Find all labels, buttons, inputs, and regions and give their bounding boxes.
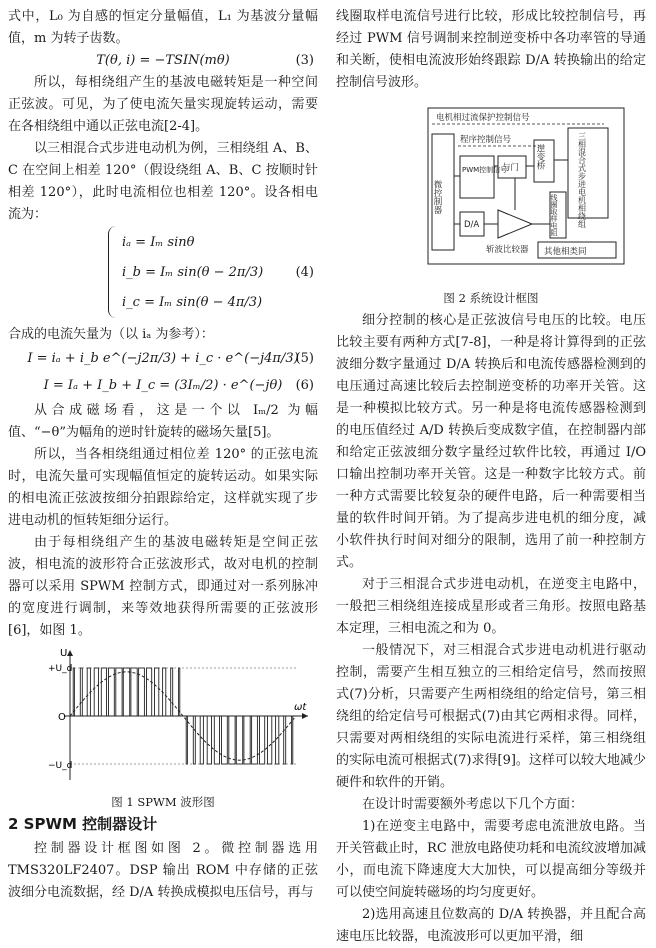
motor-label: 三相混合式步进电机相绕组 (577, 132, 587, 228)
spwm-pulse (284, 716, 286, 764)
outer-frame (428, 108, 624, 264)
sample-label: 线圈取样电阻 (550, 194, 558, 236)
spwm-pulse (207, 716, 211, 764)
pwm-block (460, 156, 494, 198)
pwm-label: PWM控制信号 (462, 166, 508, 174)
spwm-pulse (292, 716, 293, 764)
spwm-pulse (101, 668, 106, 716)
motor-block (568, 128, 608, 218)
protect-label: 电机相过流保护控制信号 (436, 113, 530, 123)
spwm-pulse (116, 668, 122, 716)
equation-number: (5) (295, 351, 314, 366)
paragraph: 从合成磁场看，这是一个以 Iₘ/2 为幅值、“−θ”为幅角的逆时针旋转的磁场矢量[5]。 (8, 403, 318, 440)
spwm-pulse (73, 668, 74, 716)
spwm-pulse (268, 716, 272, 764)
paragraph: 2)选用高速且位数高的 D/A 转换器，并且配合高速电压比较器，电流波形可以更加平滑，细 (336, 907, 646, 944)
y-axis-arrow (67, 650, 73, 656)
paragraph: 对于三相混合式步进电动机，在逆变主电路中，一般把三相绕组连接成星形或者三角形。按照电路基本定理，三相电流之和为 0。 (336, 577, 646, 636)
spwm-pulse (276, 716, 279, 764)
spwm-pulse (229, 716, 235, 764)
spwm-pulse (179, 668, 180, 716)
paragraph: 1)在逆变主电路中，需要考虑电流泄放电路。当开关管截止时，RC 泄放电路使功耗和电流纹波增加减小，而电流下降速度大大加快，可以提高细分等级并可以使空间旋转磁场的均匀度更好。 (336, 819, 646, 900)
right-column (336, 6, 646, 948)
spwm-waveform-figure (8, 646, 318, 786)
spwm-pulse (94, 668, 98, 716)
paragraph: 式中，L₀ 为自感的恒定分量幅值，L₁ 为基波分量幅值，m 为转子齿数。 (8, 9, 318, 46)
equation-line-c: i_c = Iₘ sin(θ − 4π/3) (122, 295, 263, 310)
spwm-pulse (193, 716, 195, 764)
spwm-pulse (123, 668, 129, 716)
mcu-label: 微控制器 (432, 180, 442, 214)
spwm-pulse (214, 716, 219, 764)
spwm-pulse (80, 668, 82, 716)
label-ud-neg: −U_d (48, 761, 73, 771)
paragraph: 细分控制的核心是正弦波信号电压的比较。电压比较主要有两种方式[7-8]，一种是将计算得到的正弦波细分数字量通过 D/A 转换后和电流传感器检测到的电压通过高速比较后去控制逆变桥的功率开关管。这是一种模拟比较方式。另一种是将电流传感器检测到的电压值经过 A/D 转换后变成数字值，在控制器内部和给定正弦波细分数字量经过软件比较，再通过 I/O 口输出控制功率开关管。这是一种数字比较方式。前一种方式需要比较复杂的硬件电路，后一种需要相当量的软件时间开销。为了提高步进电机的细分度，减小软件执行时间对细分的限制，选用了前一种控制方式。 (336, 313, 646, 570)
equation-number: (6) (295, 378, 314, 393)
left-column (8, 6, 318, 904)
system-block-diagram (336, 100, 646, 282)
inverter-label: 逆变桥 (535, 144, 545, 170)
equation-number: (4) (295, 265, 314, 280)
equation-expr: T(θ, i) = −TSIN(mθ) (96, 53, 230, 68)
paragraph: 所以，每相绕组产生的基波电磁转矩是一种空间正弦波。可见，为了使电流矢量实现旋转运动，需要在各相绕组中通以正弦电流[2-4]。 (8, 75, 318, 134)
paragraph: 控制器设计框图如图 2。微控制器选用 TMS320LF2407。DSP 输出 ROM 中存储的正弦波细分电流数据，经 D/A 转换成模拟电压信号，再与 (8, 841, 318, 900)
program-label: 程序控制信号 (460, 135, 512, 145)
spwm-pulse (260, 716, 265, 764)
comparator-symbol (498, 210, 532, 238)
spwm-pulse (236, 716, 242, 764)
equation-3 (8, 50, 318, 72)
figure-2 (336, 100, 646, 306)
equation-line-b: i_b = Iₘ sin(θ − 2π/3) (122, 265, 264, 280)
spwm-pulse (147, 668, 152, 716)
spwm-pulse (244, 716, 250, 764)
equation-line-a: iₐ = Iₘ sinθ (122, 235, 195, 250)
equation-brace (108, 226, 119, 318)
equation-number: (3) (295, 53, 314, 68)
other-label: 其他相类同 (544, 247, 587, 257)
paragraph: 合成的电流矢量为（以 iₐ 为参考）： (8, 327, 214, 342)
spwm-pulse (171, 668, 173, 716)
andgate-label: 与门 (502, 163, 520, 173)
figure-1 (8, 646, 318, 810)
spwm-pulse (155, 668, 159, 716)
label-wt: ωt (294, 702, 307, 713)
spwm-pulse (131, 668, 137, 716)
figure-1-caption: 图 1 SPWM 波形图 (111, 795, 215, 809)
paragraph: 一般情况下，对三相混合式步进电动机进行驱动控制，需要产生相互独立的三相给定信号，然而按照式(7)分析，只需要产生两相绕组的给定信号，第三相绕组的给定信号可根据式(7)由其它两相求得。同样，只需要对两相绕组的实际电流进行采样，第三相绕组的实际电流可根据式(7)求得[9]。这样可以较大地减少硬件和软件的开销。 (336, 643, 646, 790)
equation-6 (8, 372, 318, 400)
paragraph: 由于每相绕组产生的基波电磁转矩是空间正弦波，相电流的波形符合正弦波形式，故对电机的控制器可以采用 SPWM 控制方式，即通过对一系列脉冲的宽度进行调制，来等效地获得所需要的正弦波形[6]，如图 1。 (8, 535, 318, 638)
spwm-pulse (200, 716, 203, 764)
paragraph: 以三相混合式步进电动机为例，三相绕组 A、B、C 在空间上相差 120°（假设绕组 A、B、C 按顺时针相差 120°），此时电流相位也相差 120°。设各相电流为： (8, 141, 318, 222)
da-label: D/A (464, 220, 480, 230)
paragraph: 在设计时需要额外考虑以下几个方面： (362, 797, 584, 812)
section-heading: 2 SPWM 控制器设计 (8, 815, 158, 833)
label-u: U (60, 648, 68, 659)
label-origin: O (58, 712, 66, 723)
x-axis-arrow (302, 713, 308, 719)
paragraph: 线圈取样电流信号进行比较，形成比较控制信号，再经过 PWM 信号调制来控制逆变桥中各功率管的导通和关断，使相电流波形始终跟踪 D/A 转换输出的给定控制信号波形。 (336, 9, 646, 90)
equation-expr: I = iₐ + i_b e^(−j2π/3) + i_c · e^(−j4π/3) (27, 351, 299, 366)
equation-4 (8, 226, 318, 324)
label-ud-pos: +U_d (48, 664, 73, 674)
spwm-pulse (186, 716, 187, 764)
equation-5 (8, 346, 318, 372)
equation-expr: I = Iₐ + I_b + I_c = (3Iₘ/2) · e^(−jθ) (43, 378, 283, 393)
paragraph: 所以，当各相绕组通过相位差 120° 的正弦电流时，电流矢量可实现幅值恒定的旋转运动。如果实际的相电流正弦波按细分拍跟踪给定，这样就实现了步进电动机的恒转矩细分运行。 (8, 447, 318, 528)
comparator-label: 斩波比较器 (486, 245, 529, 255)
figure-2-caption: 图 2 系统设计框图 (443, 291, 539, 305)
